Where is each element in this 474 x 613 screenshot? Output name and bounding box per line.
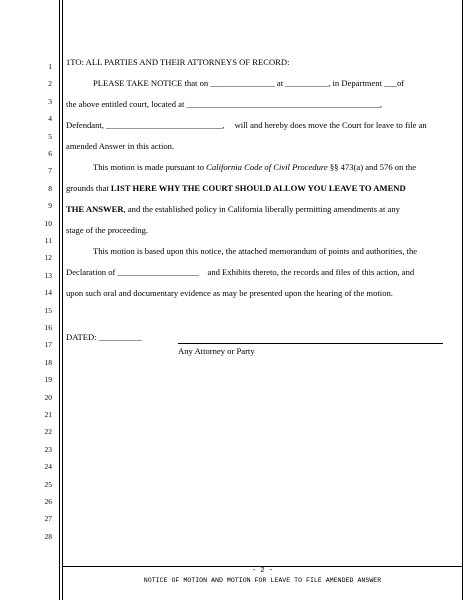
line-number: 23 [44,444,52,454]
line-number: 25 [44,479,52,489]
signature-line [178,343,443,344]
line-number: 20 [44,392,52,402]
notice-hearing-line: PLEASE TAKE NOTICE that on _______________ at __________, in Department ___of [93,78,405,88]
dated-line: DATED: __________ [66,332,142,342]
stage-line: stage of the proceeding. [66,225,149,235]
line-number: 2 [48,79,52,89]
grounds-placeholder: LIST HERE WHY THE COURT SHOULD ALLOW YOU LEAVE TO AMEND [110,183,406,193]
line-number: 13 [44,270,52,280]
line-number: 21 [44,410,52,419]
salutation-line: 1TO: ALL PARTIES AND THEIR ATTORNEYS OF RECORD: [66,57,290,67]
line-number: 27 [44,514,52,524]
basis-line: This motion is based upon this notice, the attached memorandum of points and authorities, the [93,246,418,256]
grounds-line [66,183,458,193]
grounds-policy-text: , and the established policy in California liberally permitting amendments at any [123,204,400,214]
line-number: 24 [44,462,52,472]
page-number: - 2 - [251,567,273,575]
grounds-lead: grounds that [66,183,111,193]
line-number: 4 [48,114,52,124]
left-margin-rule-inner [62,0,63,600]
line-number: 12 [44,253,52,263]
declaration-line [66,267,458,277]
line-number: 6 [48,149,52,158]
line-number: 7 [48,166,52,176]
line-number: 1 [48,62,52,71]
line-number: 26 [44,497,52,506]
line-number: 9 [48,201,52,211]
code-reference-citation: California Code of Civil Procedure [206,162,328,172]
line-number: 19 [44,375,52,385]
line-number: 18 [44,357,52,367]
line-number: 3 [48,96,52,106]
signature-label: Any Attorney or Party [178,346,255,356]
line-number: 17 [44,340,52,350]
defendant-name-blank: Defendant, ___________________________, [66,120,225,130]
line-number: 16 [44,323,52,332]
declaration-exhibits-text: and Exhibits thereto, the records and files of this action, and [207,267,415,277]
code-reference-sections: §§ 473(a) and 576 on the [327,162,417,172]
line-number: 15 [44,305,52,315]
grounds-placeholder-end: THE ANSWER [66,204,124,214]
line-number: 22 [44,427,52,437]
declaration-blank: Declaration of ___________________ [66,267,200,277]
grounds-continuation-line [66,204,458,214]
document-title: NOTICE OF MOTION AND MOTION FOR LEAVE TO FILE AMENDED ANSWER [143,577,382,584]
line-number: 5 [48,131,52,141]
right-margin-rule [462,0,463,600]
defendant-line [66,120,458,130]
code-reference-line [93,162,458,172]
line-number: 11 [44,236,52,245]
line-number: 8 [48,183,52,193]
court-location-line: the above entitled court, located at _____________________________________________, [66,99,383,109]
left-margin-rule-outer [59,0,60,600]
evidence-line: upon such oral and documentary evidence as may be presented upon the hearing of the motion. [66,288,393,298]
line-number: 10 [44,218,52,228]
line-number: 28 [44,531,52,541]
amended-answer-line: amended Answer in this action. [66,141,175,151]
line-number: 14 [44,288,52,298]
defendant-motion-text: will and hereby does move the Court for leave to file an [234,120,427,130]
code-reference-lead: This motion is made pursuant to [93,162,207,172]
